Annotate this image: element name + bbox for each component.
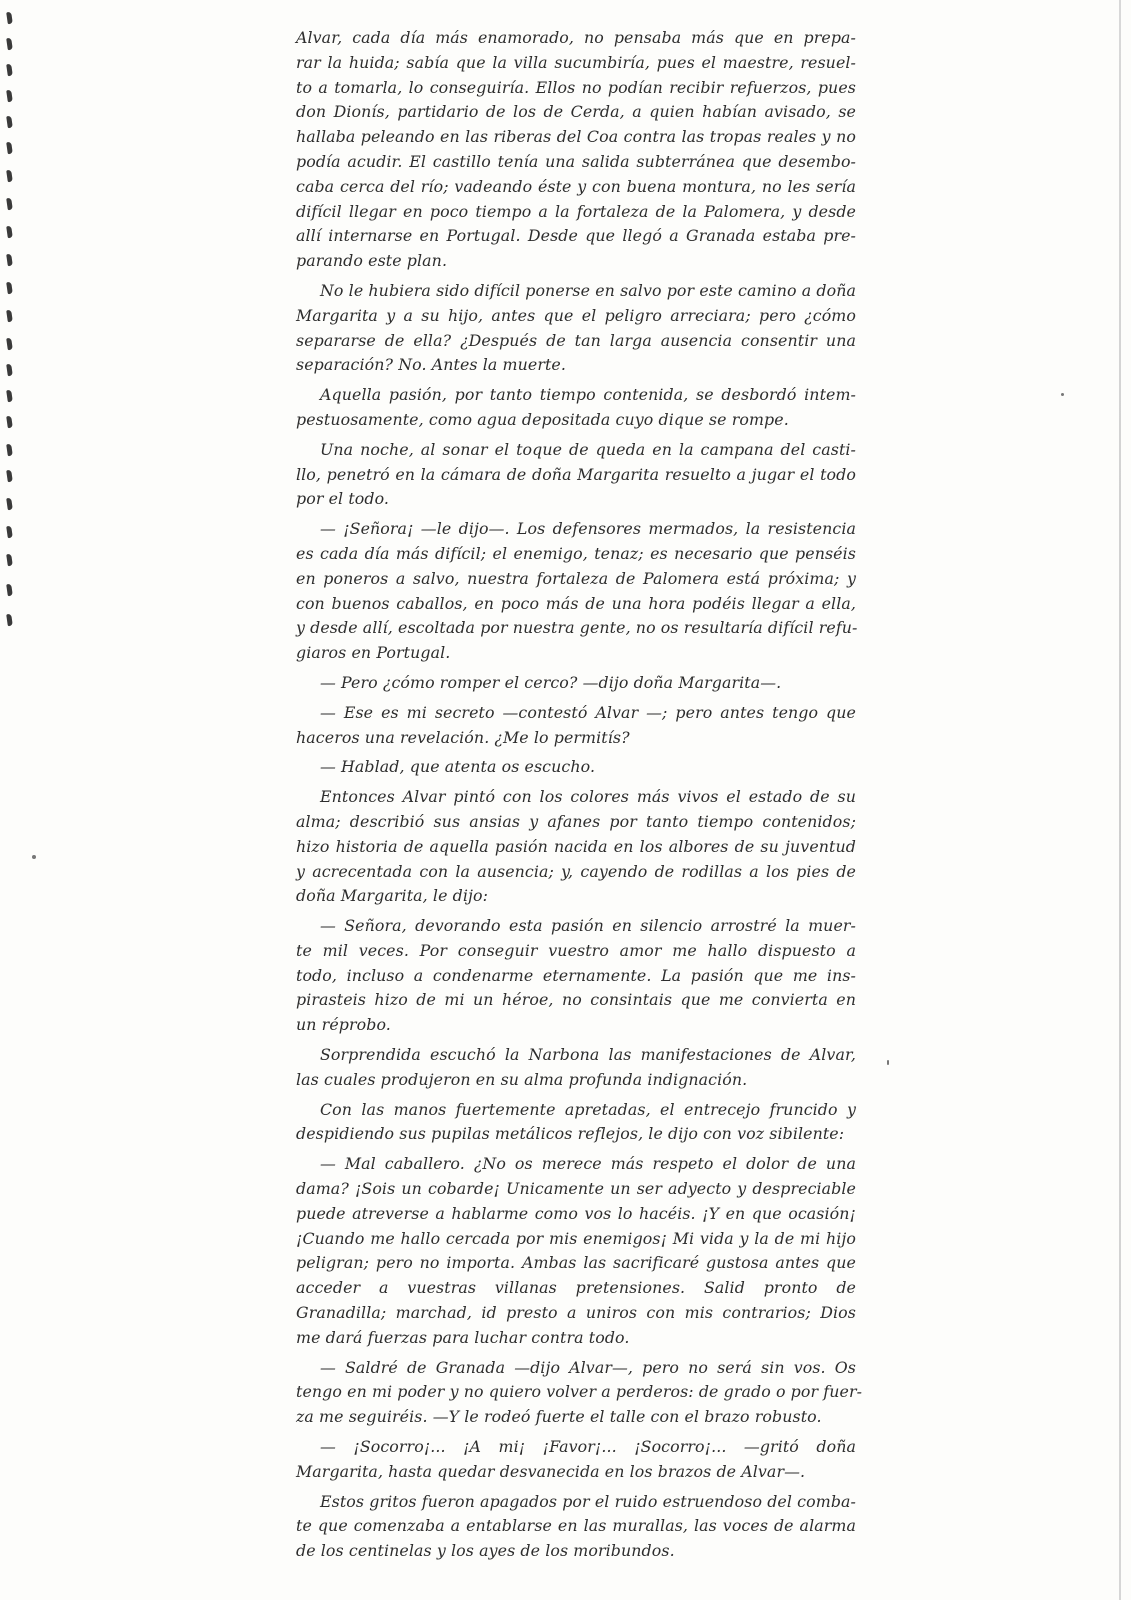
binding-holes — [3, 0, 17, 660]
speck — [1061, 393, 1064, 396]
text-line: Margarita y a su hijo, antes que el peligro arreciara; pero ¿cómo — [296, 305, 856, 325]
text-line: Granadilla; marchad, id presto a uniros con mis contrarios; Dios — [296, 1303, 856, 1323]
text-line: despidiendo sus pupilas metálicos reflejos, le dijo con voz sibilente: — [296, 1124, 845, 1144]
text-line: dama? ¡Sois un cobarde¡ Unicamente un ser adyecto y despreciable — [296, 1179, 856, 1199]
page-edge — [1119, 0, 1121, 1600]
text-line: allí internarse en Portugal. Desde que llegó a Granada estaba pre- — [296, 226, 856, 246]
paragraph — [296, 26, 856, 274]
text-line: te mil veces. Por conseguir vuestro amor me hallo dispuesto a — [296, 940, 856, 960]
paragraph — [296, 1356, 863, 1430]
text-line: — ¡Señora¡ —le dijo—. Los defensores mermados, la resistencia — [320, 519, 856, 539]
text-line: difícil llegar en poco tiempo a la fortaleza de la Palomera, y desde — [296, 201, 856, 221]
speck — [887, 1060, 889, 1065]
text-line: parando este plan. — [296, 251, 448, 271]
text-line: — Ese es mi secreto —contestó Alvar —; pero antes tengo que — [320, 702, 856, 722]
text-line: za me seguiréis. —Y le rodeó fuerte el talle con el brazo robusto. — [296, 1407, 822, 1427]
text-line: tengo en mi poder y no quiero volver a perderos: de grado o por fuer- — [296, 1382, 863, 1402]
paragraph — [296, 755, 856, 780]
text-line: y desde allí, escoltada por nuestra gente, no os resultaría difícil refu- — [296, 618, 858, 638]
text-line: en poneros a salvo, nuestra fortaleza de Palomera está próxima; y — [296, 568, 856, 588]
speck — [32, 855, 36, 859]
text-line: Aquella pasión, por tanto tiempo contenida, se desbordó intem- — [320, 385, 856, 405]
text-line: separación? No. Antes la muerte. — [296, 355, 566, 375]
text-line: Alvar, cada día más enamorado, no pensaba más que en prepa- — [296, 28, 856, 47]
text-line: acceder a vuestras villanas pretensiones. Salid pronto de — [296, 1278, 856, 1298]
text-line: hizo historia de aquella pasión nacida en los albores de su juventud — [296, 836, 856, 856]
text-line: Entonces Alvar pintó con los colores más vivos el estado de su — [320, 787, 856, 807]
paragraph — [296, 1043, 856, 1093]
text-line: No le hubiera sido difícil ponerse en salvo por este camino a doña — [320, 280, 856, 300]
text-line: Una noche, al sonar el toque de queda en la campana del casti- — [320, 439, 856, 459]
paragraph — [296, 1435, 856, 1485]
text-line: Estos gritos fueron apagados por el ruido estruendoso del comba- — [320, 1491, 856, 1511]
paragraph — [296, 785, 856, 909]
text-line: pirasteis hizo de mi un héroe, no consintais que me convierta en — [296, 990, 856, 1010]
body-text — [296, 26, 863, 1569]
text-line: es cada día más difícil; el enemigo, tenaz; es necesario que penséis — [296, 543, 856, 563]
paragraph — [296, 1152, 856, 1350]
text-line: puede atreverse a hablarme como vos lo hacéis. ¡Y en que ocasión¡ — [296, 1203, 856, 1223]
text-line: — Mal caballero. ¿No os merece más respeto el dolor de una — [320, 1154, 856, 1174]
paragraph — [296, 383, 856, 433]
text-line: caba cerca del río; vadeando éste y con buena montura, no les sería — [296, 176, 856, 196]
text-line: — Saldré de Granada —dijo Alvar—, pero no será sin vos. Os — [320, 1357, 856, 1377]
text-line: peligran; pero no importa. Ambas las sacrificaré gustosa antes que — [296, 1253, 856, 1273]
text-line: Con las manos fuertemente apretadas, el entrecejo fruncido y — [320, 1099, 856, 1119]
text-line: me dará fuerzas para luchar contra todo. — [296, 1327, 630, 1347]
paragraph — [296, 438, 856, 512]
paragraph — [296, 671, 856, 696]
text-line: hallaba peleando en las riberas del Coa contra las tropas reales y no — [296, 127, 856, 147]
text-line: Sorprendida escuchó la Narbona las manifestaciones de Alvar, — [320, 1045, 856, 1065]
paragraph — [296, 1490, 856, 1564]
text-line: — ¡Socorro¡... ¡A mi¡ ¡Favor¡... ¡Socorro¡... —gritó doña — [320, 1437, 856, 1457]
text-line: don Dionís, partidario de los de Cerda, a quien habían avisado, se — [296, 102, 856, 122]
text-line: alma; describió sus ansias y afanes por tanto tiempo contenidos; — [296, 811, 856, 831]
text-line: de los centinelas y los ayes de los moribundos. — [296, 1541, 675, 1561]
text-line: Margarita, hasta quedar desvanecida en los brazos de Alvar—. — [296, 1461, 806, 1481]
text-line: to a tomarla, lo conseguiría. Ellos no podían recibir refuerzos, pues — [296, 77, 856, 97]
text-line: llo, penetró en la cámara de doña Margarita resuelto a jugar el todo — [296, 464, 856, 484]
text-line: podía acudir. El castillo tenía una salida subterránea que desembo- — [296, 151, 856, 171]
text-line: ¡Cuando me hallo cercada por mis enemigos¡ Mi vida y la de mi hijo — [296, 1228, 856, 1248]
text-line: las cuales produjeron en su alma profunda indignación. — [296, 1069, 748, 1089]
paragraph — [296, 517, 856, 666]
text-line: giaros en Portugal. — [296, 643, 451, 663]
text-line: por el todo. — [296, 489, 390, 509]
text-line: haceros una revelación. ¿Me lo permitís? — [296, 727, 630, 747]
text-line: pestuosamente, como agua depositada cuyo dique se rompe. — [296, 409, 789, 429]
text-line: separarse de ella? ¿Después de tan larga ausencia consentir una — [296, 330, 856, 350]
text-line: rar la huida; sabía que la villa sucumbiría, pues el maestre, resuel- — [296, 52, 856, 72]
text-line: doña Margarita, le dijo: — [296, 886, 489, 906]
text-line: — Señora, devorando esta pasión en silencio arrostré la muer- — [320, 916, 856, 936]
text-line: un réprobo. — [296, 1015, 391, 1035]
text-line: y acrecentada con la ausencia; y, cayendo de rodillas a los pies de — [296, 861, 856, 881]
paragraph — [296, 914, 856, 1038]
paragraph — [296, 279, 856, 378]
text-line: todo, incluso a condenarme eternamente. La pasión que me ins- — [296, 965, 856, 985]
paragraph — [296, 1098, 856, 1148]
text-line: — Hablad, que atenta os escucho. — [320, 757, 596, 777]
text-line: con buenos caballos, en poco más de una hora podéis llegar a ella, — [296, 593, 856, 613]
paragraph — [296, 701, 856, 751]
text-line: te que comenzaba a entablarse en las murallas, las voces de alarma — [296, 1516, 856, 1536]
text-line: — Pero ¿cómo romper el cerco? —dijo doña Margarita—. — [320, 672, 782, 692]
